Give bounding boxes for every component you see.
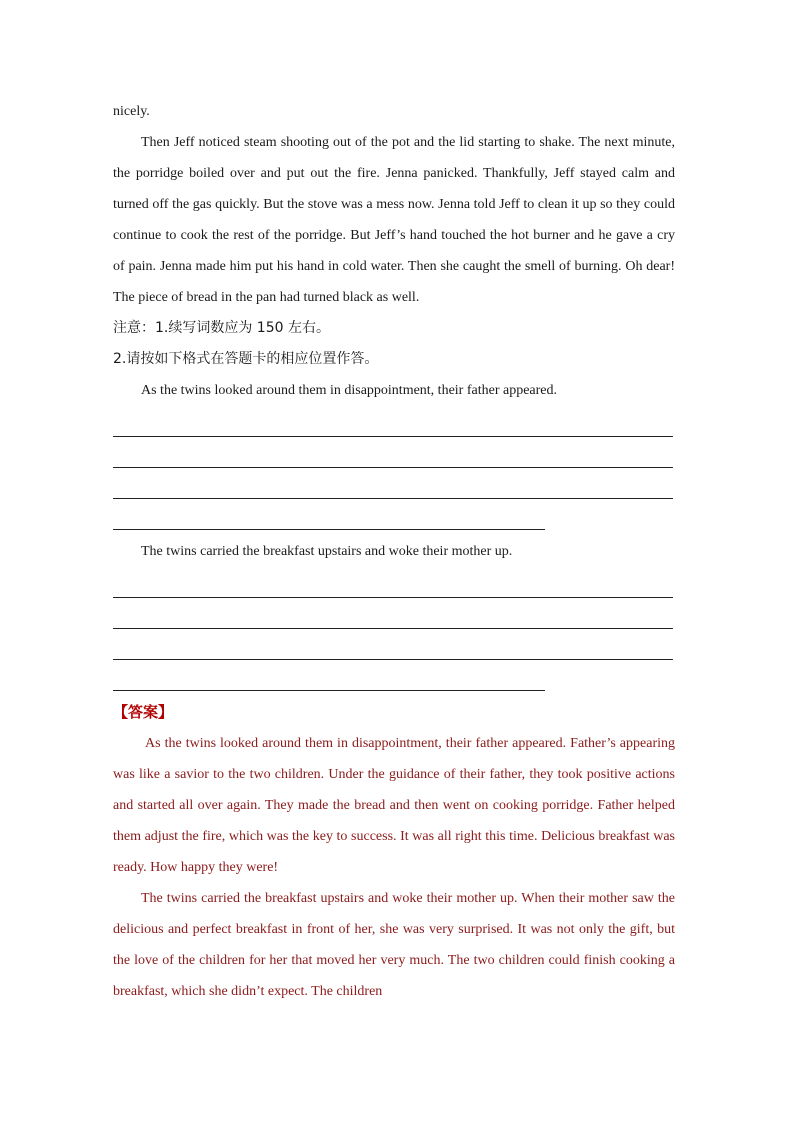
writing-line [113,629,673,660]
writing-line [113,468,673,499]
note-word-count: 注意：1.续写词数应为 150 左右。 [113,320,330,336]
story-paragraph: Then Jeff noticed steam shooting out of the pot and the lid starting to shake. The next minute, the porridge boiled over and put out the fire. Jenna panicked. Thankfully, Jeff stayed calm and turned off the gas quickly. But the stove was a mess now. Jenna told Jeff to clean it up so they could continue to cook the rest of the porridge. But Jeff’s hand touched the hot burner and he gave a cry of pain. Jenna made him put his hand in cold water. Then she caught the smell of burning. Oh dear! The piece of bread in the pan had turned black as well. [113,135,675,305]
answer-paragraph-2: The twins carried the breakfast upstairs and woke their mother up. When their mother saw the delicious and perfect breakfast in front of her, she was very surprised. It was not only the gift, but the love of the children for her that moved her very much. The two children could finish cooking a breakfast, which she didn’t expect. The children [113,891,675,999]
writing-line [113,406,673,437]
prompt-paragraph-2: The twins carried the breakfast upstairs and woke their mother up. [141,544,513,559]
writing-line [113,499,545,530]
answer-paragraph-1: As the twins looked around them in disappointment, their father appeared. Father’s appearing was like a savior to the two children. Under the guidance of their father, they took positive actions and started all over again. They made the bread and then went on cooking porridge. Father helped them adjust the fire, which was the key to success. It was all right this time. Delicious breakfast was ready. How happy they were! [113,736,675,875]
prompt-paragraph-1: As the twins looked around them in disappointment, their father appeared. [141,383,558,398]
document-page [113,96,675,1007]
writing-line [113,437,673,468]
writing-line [113,567,673,598]
story-line-nicely: nicely. [113,104,150,119]
answer-section [113,728,675,1007]
writing-line [113,660,545,691]
writing-line [113,598,673,629]
answer-heading: 【答案】 [113,703,174,721]
note-format: 2.请按如下格式在答题卡的相应位置作答。 [113,351,379,367]
answer-lines-2 [113,567,675,691]
answer-lines-1 [113,406,675,530]
